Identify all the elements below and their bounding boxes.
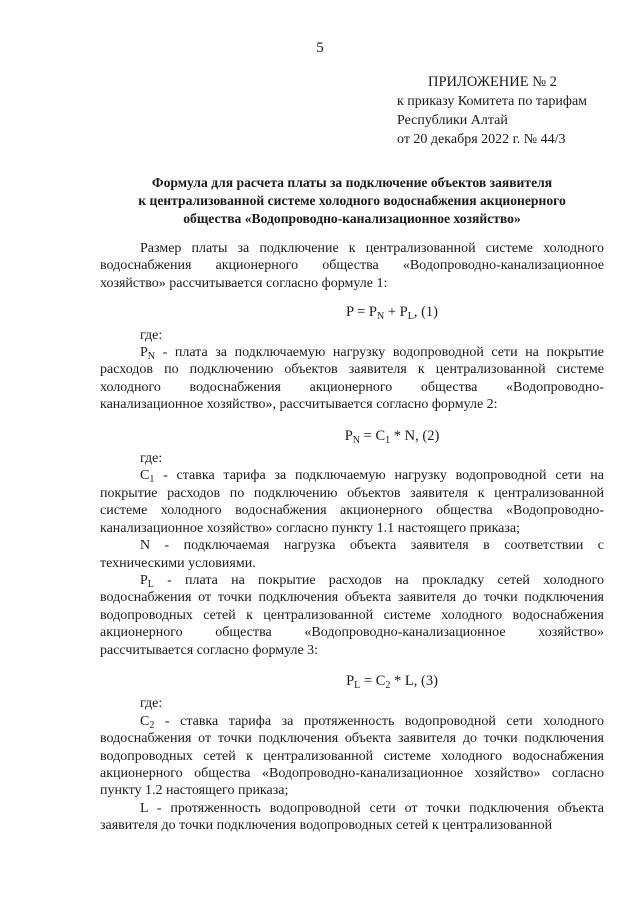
title-line-3: общества «Водопроводно-канализационное хозяйство» (183, 211, 521, 226)
page-number: 5 (316, 40, 324, 56)
n-definition: N - подключаемая нагрузка объекта заявителя в соответствии с техническими условиями. (100, 538, 604, 571)
title-line-2: к централизованной системе холодного водоснабжения акционерного (138, 193, 566, 208)
appendix-order-line: к приказу Комитета по тарифам (397, 94, 588, 109)
where-label-3: где: (140, 696, 163, 712)
intro-paragraph: Размер платы за подключение к централизованной системе холодного водоснабжения акционерного общества «Водопроводно-канализационное хозяйство» рассчитывается согласно формуле 1: (100, 241, 604, 291)
appendix-region-line: Республики Алтай (397, 113, 508, 128)
document-body (100, 240, 604, 835)
where-label-2: где: (140, 451, 163, 467)
l-definition: L - протяженность водопроводной сети от точки подключения объекта заявителя до точки подключения водопроводных сетей к централизованной (100, 800, 604, 834)
where-label-1: где: (140, 327, 163, 343)
appendix-date-line: от 20 декабря 2022 г. № 44/3 (397, 132, 566, 147)
formula-1: $P = P_N + P_L$, (1) (345, 304, 439, 323)
pl-definition: $P_L$ - плата на покрытие расходов на прокладку сетей холодного водоснабжения от точки подключения объекта заявителя до точки подключения водопроводных сетей к централизованной системе холодного водоснабжения акционерного общества «Водопроводно-канализационное хозяйство» рассчитывается согласно формуле 3: (100, 572, 604, 658)
c1-definition: $C_1$ - ставка тарифа за подключаемую нагрузку водопроводной сети на покрытие расходов по подключению объектов заявителя к централизованной системе холодного водоснабжения акционерного общества «Водопроводно-канализационное хозяйство» согласно пункту 1.1 настоящего приказа; (100, 468, 604, 536)
pn-definition: $P_N$ - плата за подключаемую нагрузку водопроводной сети на покрытие расходов по подключению объектов заявителя к централизованной системе холодного водоснабжения акционерного общества «Водопроводно-канализационное хозяйство», рассчитывается согласно формуле 2: (100, 345, 604, 413)
appendix-block (397, 73, 633, 149)
appendix-heading: ПРИЛОЖЕНИЕ № 2 (428, 74, 557, 90)
c2-definition: $C_2$ - ставка тарифа за протяженность водопроводной сети холодного водоснабжения от точки подключения объекта заявителя до точки подключения водопроводных сетей к централизованной системе холодного водоснабжения акционерного общества «Водопроводно-канализационное хозяйство» согласно пункту 1.2 настоящего приказа; (100, 713, 604, 799)
title-line-1: Формула для расчета платы за подключение объектов заявителя (151, 175, 553, 190)
formula-2: $P_N = C_1 * N$, (2) (344, 427, 440, 446)
formula-3: $P_L = C_2 * L$, (3) (346, 672, 438, 691)
document-title (100, 174, 604, 228)
